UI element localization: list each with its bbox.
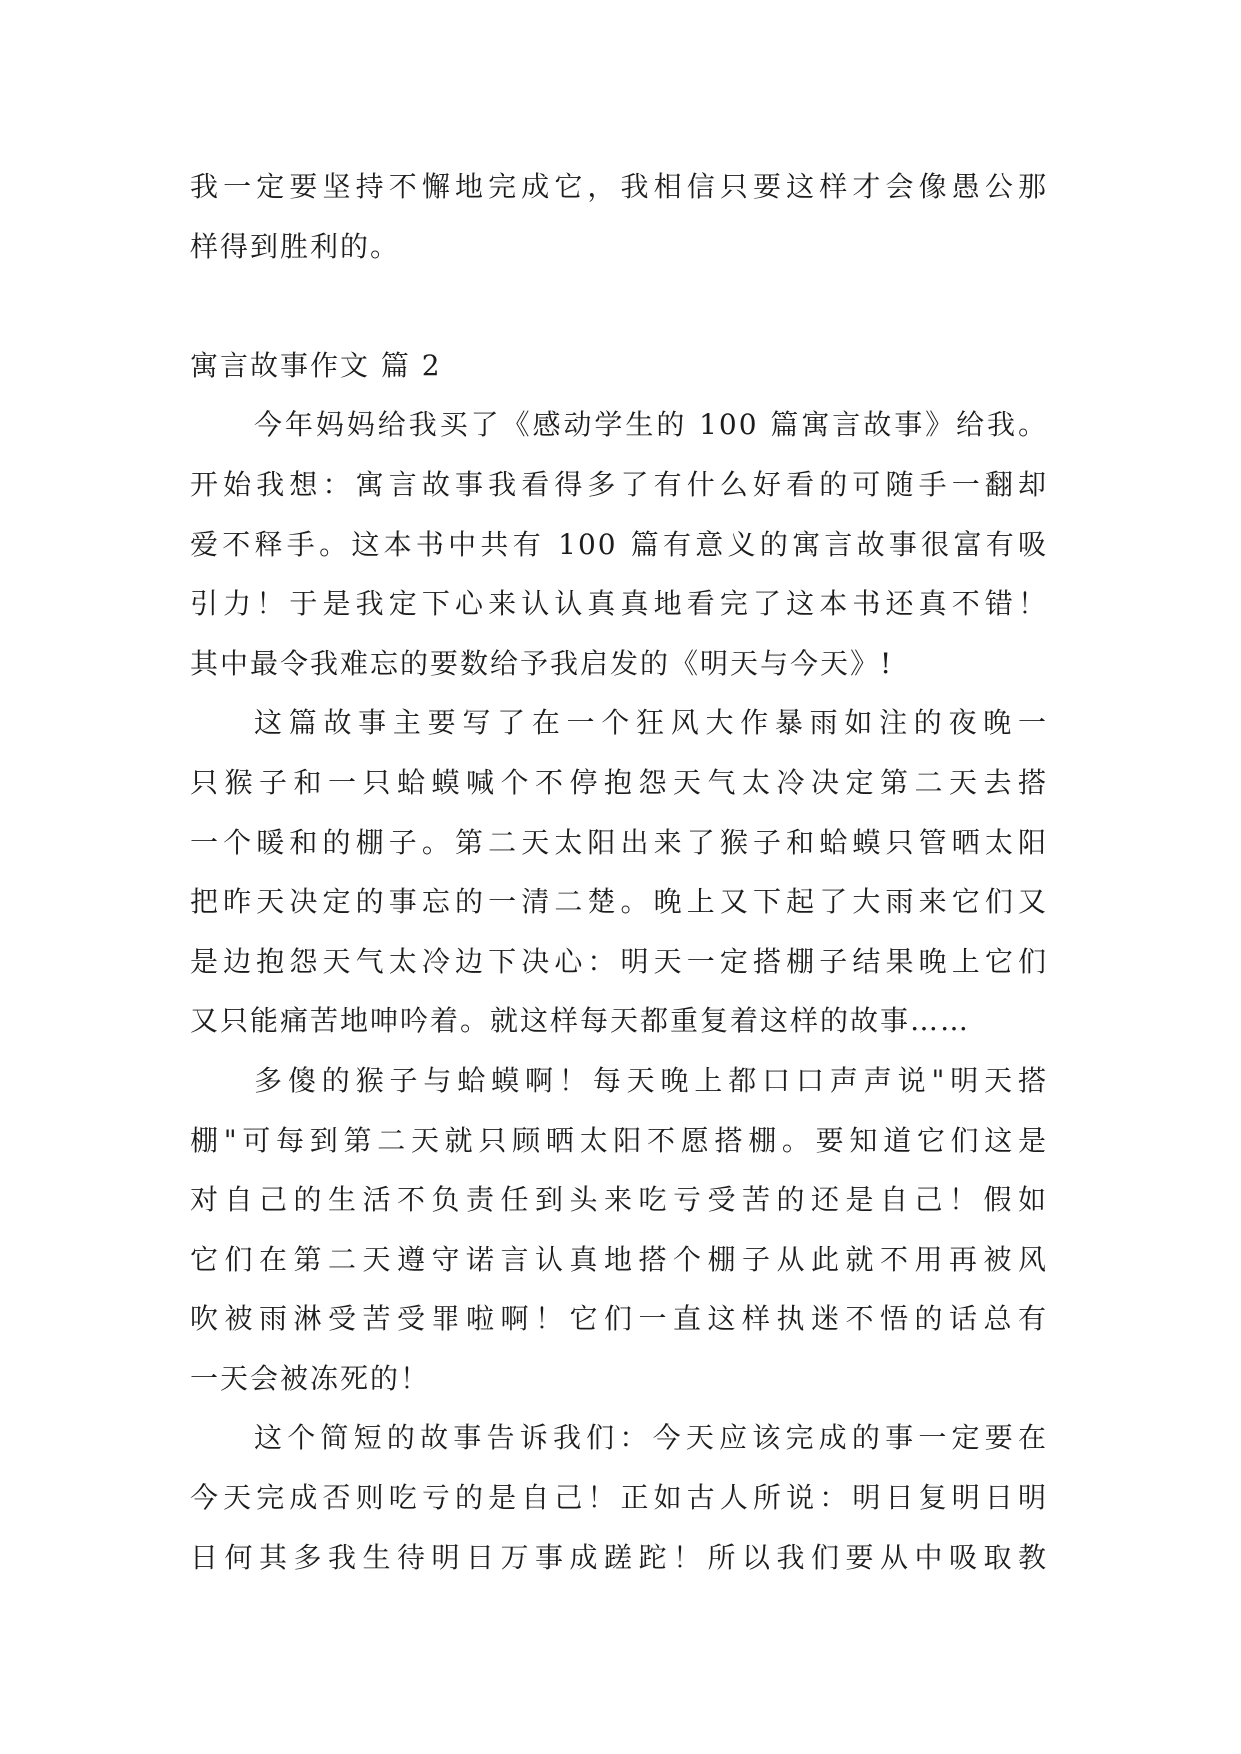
- text-line: 引力！于是我定下心来认认真真地看完了这本书还真不错！: [190, 587, 1048, 621]
- paragraph: [190, 395, 1048, 693]
- text-line: 这个简短的故事告诉我们：今天应该完成的事一定要在: [254, 1421, 1048, 1455]
- text-line: 棚"可每到第二天就只顾晒太阳不愿搭棚。要知道它们这是: [190, 1123, 1048, 1157]
- text-line: 其中最令我难忘的要数给予我启发的《明天与今天》!: [190, 646, 894, 680]
- text-line: 爱不释手。这本书中共有 100 篇有意义的寓言故事很富有吸: [190, 527, 1048, 561]
- text-line: 只猴子和一只蛤蟆喊个不停抱怨天气太冷决定第二天去搭: [190, 765, 1048, 799]
- text-line: 又只能痛苦地呻吟着。就这样每天都重复着这样的故事……: [190, 1004, 971, 1038]
- text-line: 吹被雨淋受苦受罪啦啊！它们一直这样执迷不悟的话总有: [190, 1302, 1048, 1336]
- text-line: 开始我想：寓言故事我看得多了有什么好看的可随手一翻却: [190, 467, 1048, 501]
- text-line: 是边抱怨天气太冷边下决心：明天一定搭棚子结果晚上它们: [190, 944, 1048, 978]
- text-line: 一天会被冻死的！: [190, 1361, 431, 1395]
- text-line: 对自己的生活不负责任到头来吃亏受苦的还是自己！假如: [190, 1183, 1048, 1217]
- paragraph: [190, 1408, 1048, 1587]
- text-line: 日何其多我生待明日万事成蹉跎！所以我们要从中吸取教: [190, 1540, 1048, 1574]
- paragraph: [190, 1051, 1048, 1409]
- continued-paragraph: [190, 157, 1048, 276]
- document-body: [190, 157, 1048, 1587]
- text-line: 多傻的猴子与蛤蟆啊！每天晚上都口口声声说"明天搭: [254, 1063, 1048, 1097]
- text-line: 把昨天决定的事忘的一清二楚。晚上又下起了大雨来它们又: [190, 885, 1048, 919]
- text-line: 它们在第二天遵守诺言认真地搭个棚子从此就不用再被风: [190, 1242, 1048, 1276]
- text-line: 一个暖和的棚子。第二天太阳出来了猴子和蛤蟆只管晒太阳: [190, 825, 1048, 859]
- text-line: 我一定要坚持不懈地完成它，我相信只要这样才会像愚公那: [190, 170, 1048, 203]
- paragraph: [190, 693, 1048, 1051]
- section-heading: 寓言故事作文 篇 2: [190, 348, 442, 382]
- text-line: 今天完成否则吃亏的是自己！正如古人所说：明日复明日明: [190, 1481, 1048, 1515]
- text-line: 样得到胜利的。: [190, 229, 401, 263]
- text-line: 今年妈妈给我买了《感动学生的 100 篇寓言故事》给我。: [254, 408, 1048, 442]
- blank-line: [190, 276, 1048, 336]
- text-line: 这篇故事主要写了在一个狂风大作暴雨如注的夜晚一: [254, 706, 1048, 740]
